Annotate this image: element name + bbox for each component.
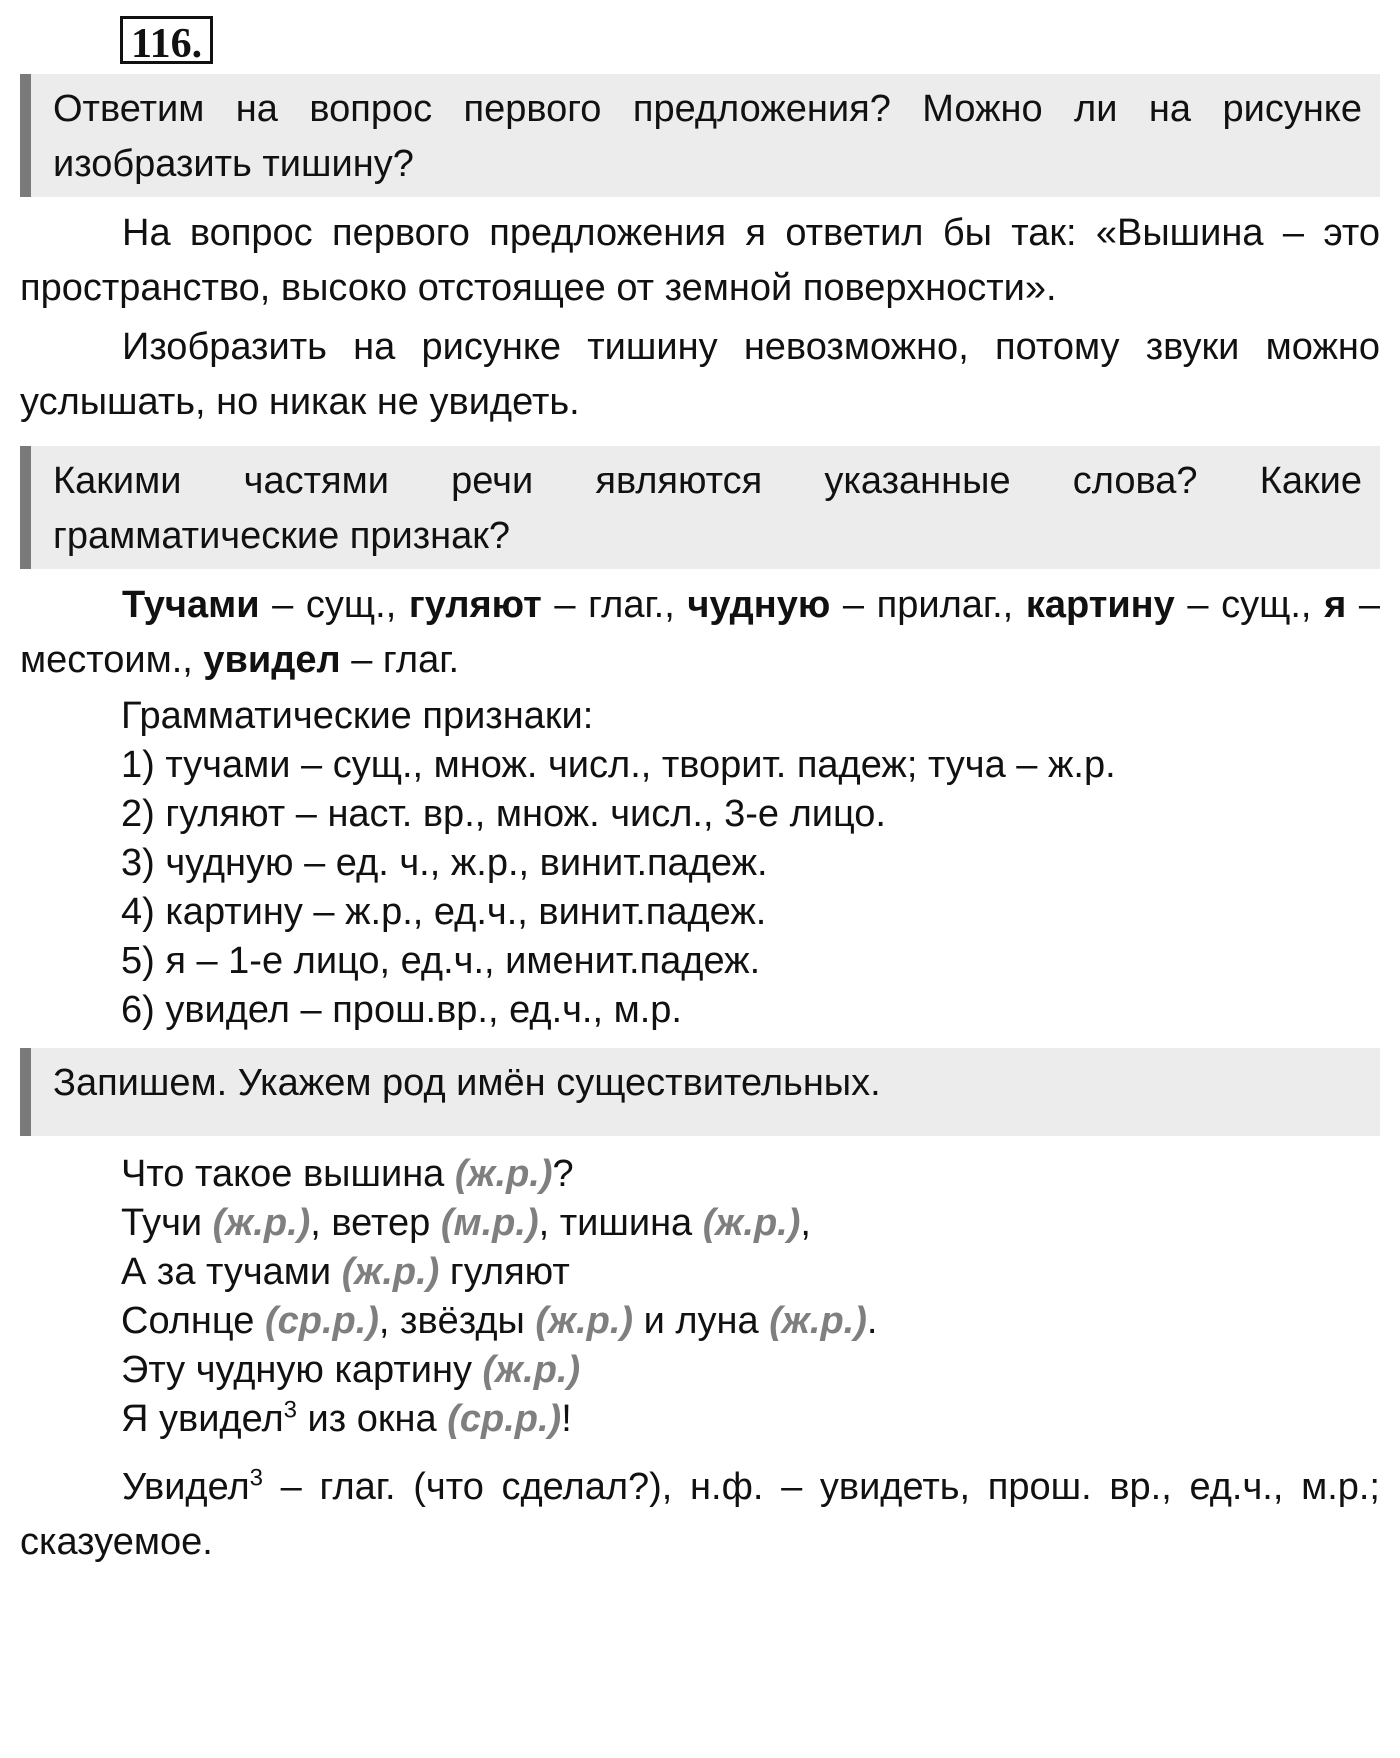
poem-line-6 bbox=[121, 1395, 1381, 1444]
poem-line-2 bbox=[121, 1199, 1381, 1248]
pos-6: – глаг. bbox=[340, 639, 460, 681]
poem-text: Солнце bbox=[121, 1300, 265, 1342]
poem-text: , тишина bbox=[538, 1202, 703, 1244]
poem-text: , bbox=[800, 1202, 811, 1244]
gender-mark: (ср.р.) bbox=[264, 1300, 379, 1342]
question-box-3 bbox=[20, 1048, 1380, 1136]
poem-line-3 bbox=[121, 1248, 1381, 1297]
question-1-line-2: изобразить тишину? bbox=[53, 143, 414, 185]
gender-mark: (ж.р.) bbox=[341, 1251, 440, 1293]
note-text: – глаг. (что сделал?), н.ф. – увидеть, прош. вр., ед.ч., м.р.; сказуемое. bbox=[20, 1466, 1380, 1563]
poem-text: ? bbox=[552, 1153, 574, 1195]
gender-mark: (ж.р.) bbox=[702, 1202, 801, 1244]
poem-line-1 bbox=[121, 1150, 1381, 1199]
gender-mark: (ж.р.) bbox=[482, 1349, 581, 1391]
poem-text: Что такое вышина bbox=[121, 1153, 455, 1195]
word-tuchami: Тучами bbox=[122, 584, 260, 626]
word-chudnuyu: чудную bbox=[687, 584, 831, 626]
poem-text: Эту чудную картину bbox=[121, 1349, 483, 1391]
word-kartinu: картину bbox=[1025, 584, 1175, 626]
answer-1-paragraph-1: На вопрос первого предложения я ответил бы так: «Вышина – это пространство, высоко отстоящее от земной поверхности». bbox=[20, 212, 1380, 309]
features-title: Грамматические признаки: bbox=[121, 695, 594, 737]
poem-text: из окна bbox=[297, 1398, 448, 1440]
pos-1: – сущ., bbox=[259, 584, 409, 626]
feature-item: 6) увидел – прош.вр., ед.ч., м.р. bbox=[121, 989, 682, 1031]
feature-item: 3) чудную – ед. ч., ж.р., винит.падеж. bbox=[121, 842, 768, 884]
question-1-line-1: Ответим на вопрос первого предложения? Можно ли на рисунке bbox=[53, 88, 1362, 130]
grammatical-features bbox=[121, 692, 1381, 1035]
gender-mark: (ж.р.) bbox=[769, 1300, 867, 1342]
pos-2: – глаг., bbox=[541, 584, 688, 626]
poem-text: . bbox=[866, 1300, 878, 1342]
feature-item: 4) картину – ж.р., ед.ч., винит.падеж. bbox=[121, 891, 767, 933]
question-box-1 bbox=[20, 74, 1380, 197]
feature-item: 1) тучами – сущ., множ. числ., творит. падеж; туча – ж.р. bbox=[121, 744, 1116, 786]
poem-line-5 bbox=[121, 1346, 1381, 1395]
poem bbox=[121, 1150, 1381, 1444]
word-gulyayut: гуляют bbox=[408, 584, 542, 626]
pos-5: – местоим., bbox=[20, 584, 1381, 681]
pos-3: – прилаг., bbox=[830, 584, 1026, 626]
poem-text: , звёзды bbox=[378, 1300, 536, 1342]
gender-mark: (ж.р.) bbox=[535, 1300, 634, 1342]
gender-mark: (м.р.) bbox=[440, 1202, 539, 1244]
feature-item: 2) гуляют – наст. вр., множ. числ., 3-е лицо. bbox=[121, 793, 886, 835]
poem-text: ! bbox=[561, 1398, 572, 1440]
poem-text: Тучи bbox=[121, 1202, 213, 1244]
question-3-line-1: Запишем. Укажем род имён существительных. bbox=[53, 1062, 881, 1104]
superscript: 3 bbox=[283, 1396, 297, 1424]
word-ya: я bbox=[1324, 584, 1347, 626]
exercise-number: 116. bbox=[120, 16, 213, 64]
parts-of-speech-answer bbox=[20, 578, 1380, 688]
poem-line-4 bbox=[121, 1297, 1381, 1346]
pos-4: – сущ., bbox=[1174, 584, 1325, 626]
question-2-line-2: грамматические признак? bbox=[53, 515, 511, 557]
gender-mark: (ж.р.) bbox=[212, 1202, 311, 1244]
note-word: Увидел bbox=[122, 1466, 250, 1508]
question-2-line-1: Какими частями речи являются указанные слова? Какие bbox=[53, 460, 1362, 502]
poem-text: , ветер bbox=[310, 1202, 441, 1244]
poem-text: гуляют bbox=[439, 1251, 570, 1293]
poem-text: А за тучами bbox=[121, 1251, 342, 1293]
feature-item: 5) я – 1-е лицо, ед.ч., именит.падеж. bbox=[121, 940, 761, 982]
poem-text: и луна bbox=[633, 1300, 770, 1342]
answer-1-paragraph-2: Изобразить на рисунке тишину невозможно, потому звуки можно услышать, но никак не увидеть. bbox=[20, 326, 1380, 423]
word-uvidel: увидел bbox=[203, 639, 341, 681]
poem-text: Я увидел bbox=[121, 1398, 284, 1440]
superscript: 3 bbox=[249, 1464, 263, 1492]
question-box-2 bbox=[20, 446, 1380, 569]
gender-mark: (ж.р.) bbox=[454, 1153, 553, 1195]
gender-mark: (ср.р.) bbox=[447, 1398, 562, 1440]
verb-note bbox=[20, 1460, 1380, 1570]
